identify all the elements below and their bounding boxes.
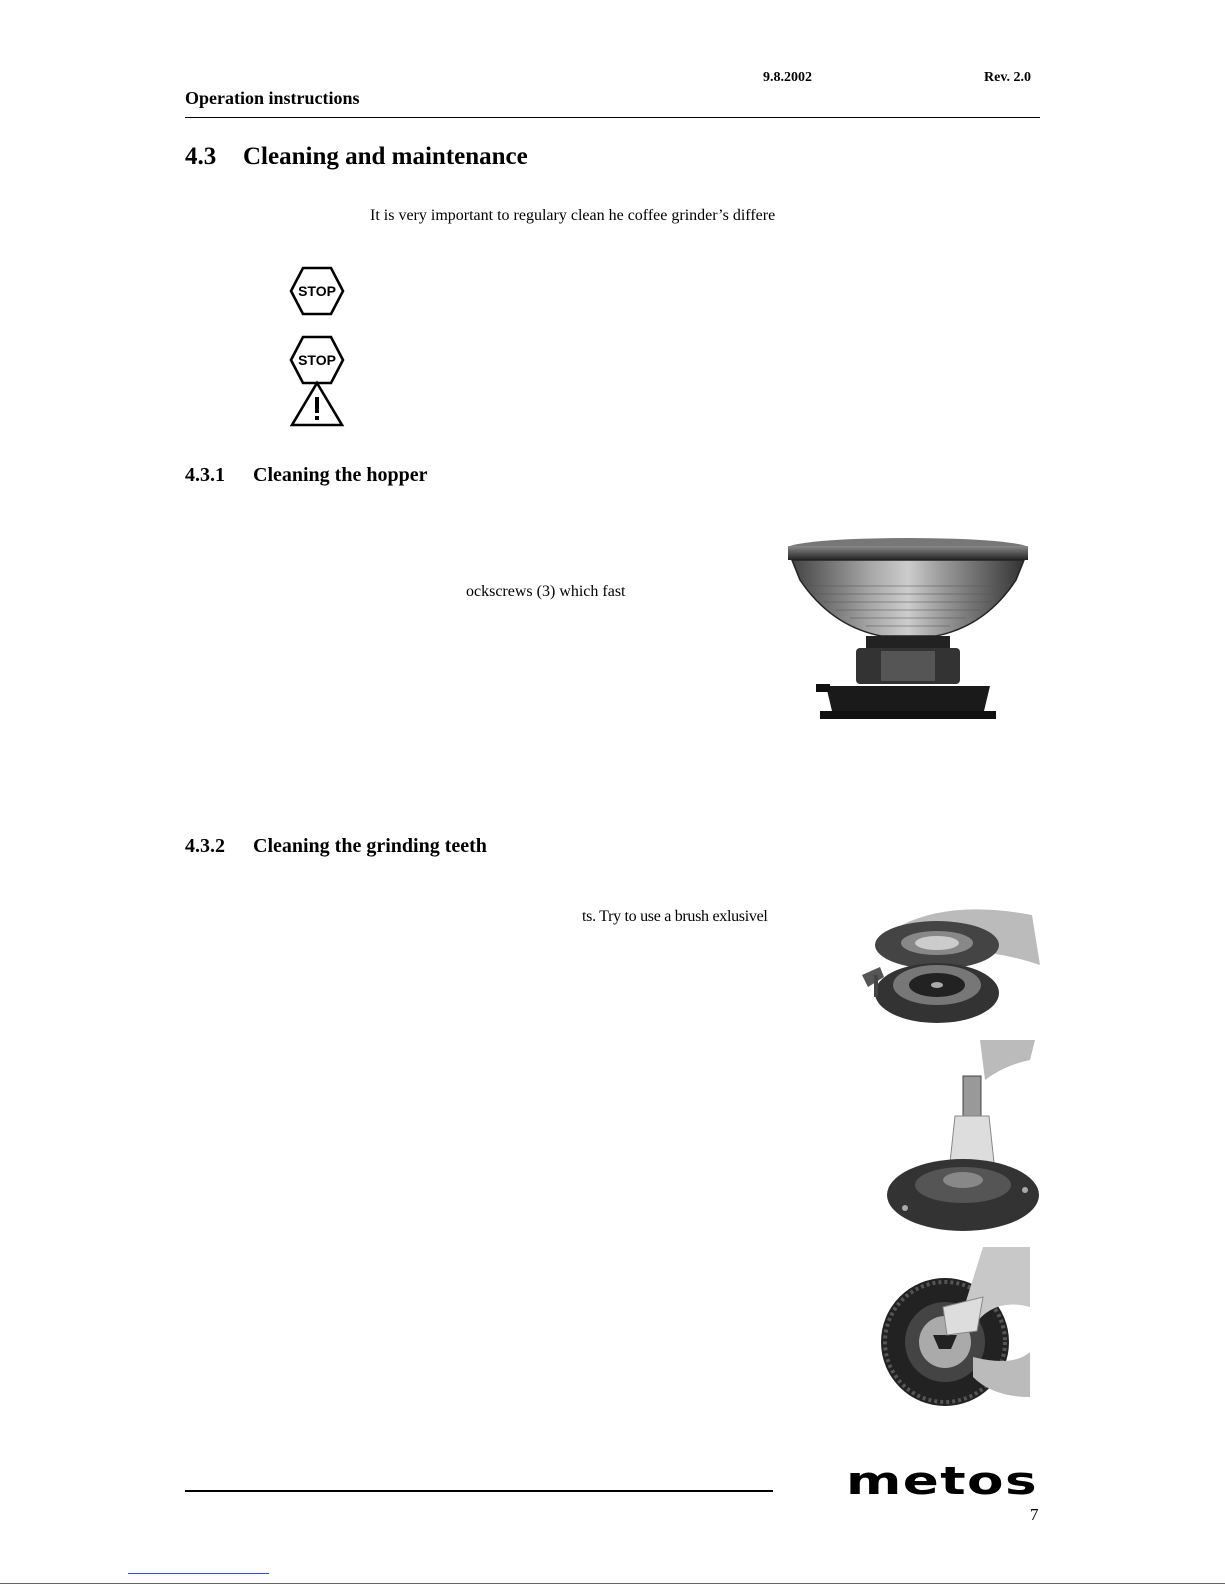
subsection-title: Cleaning the grinding teeth: [253, 835, 487, 857]
link-underline: [128, 1573, 269, 1574]
section-number: 4.3: [185, 143, 217, 170]
stop-sign-label: STOP: [298, 352, 336, 368]
subsection-number: 4.3.1: [185, 464, 225, 486]
stop-sign-icon: [289, 266, 345, 316]
footer-divider: [185, 1490, 773, 1492]
hopper-photo: [786, 536, 1031, 720]
stop-sign-label: STOP: [298, 283, 336, 299]
subsection-text: ts. Try to use a brush exlusivel: [582, 908, 768, 925]
page-number: 7: [1030, 1505, 1039, 1524]
warning-triangle-icon: [289, 380, 345, 428]
section-title: Cleaning and maintenance: [243, 143, 528, 170]
subsection-text: ockscrews (3) which fast: [466, 583, 626, 600]
grinder-burr-photo: [873, 1247, 1030, 1407]
section-intro: It is very important to regulary clean he coffee grinder’s differe: [370, 207, 776, 224]
header-divider: [185, 117, 1040, 118]
grinder-open-photo: [862, 905, 1040, 1030]
grinder-brush-photo: [885, 1040, 1040, 1236]
logo-text: metos: [846, 1467, 1038, 1497]
page-bottom-border: [0, 1583, 1225, 1584]
header-revision: Rev. 2.0: [984, 70, 1032, 85]
stop-sign-icon: [289, 335, 345, 385]
subsection-number: 4.3.2: [185, 835, 225, 857]
metos-logo: [846, 1467, 1040, 1497]
header-title: Operation instructions: [185, 88, 360, 108]
header-date: 9.8.2002: [763, 70, 812, 85]
subsection-title: Cleaning the hopper: [253, 464, 428, 486]
